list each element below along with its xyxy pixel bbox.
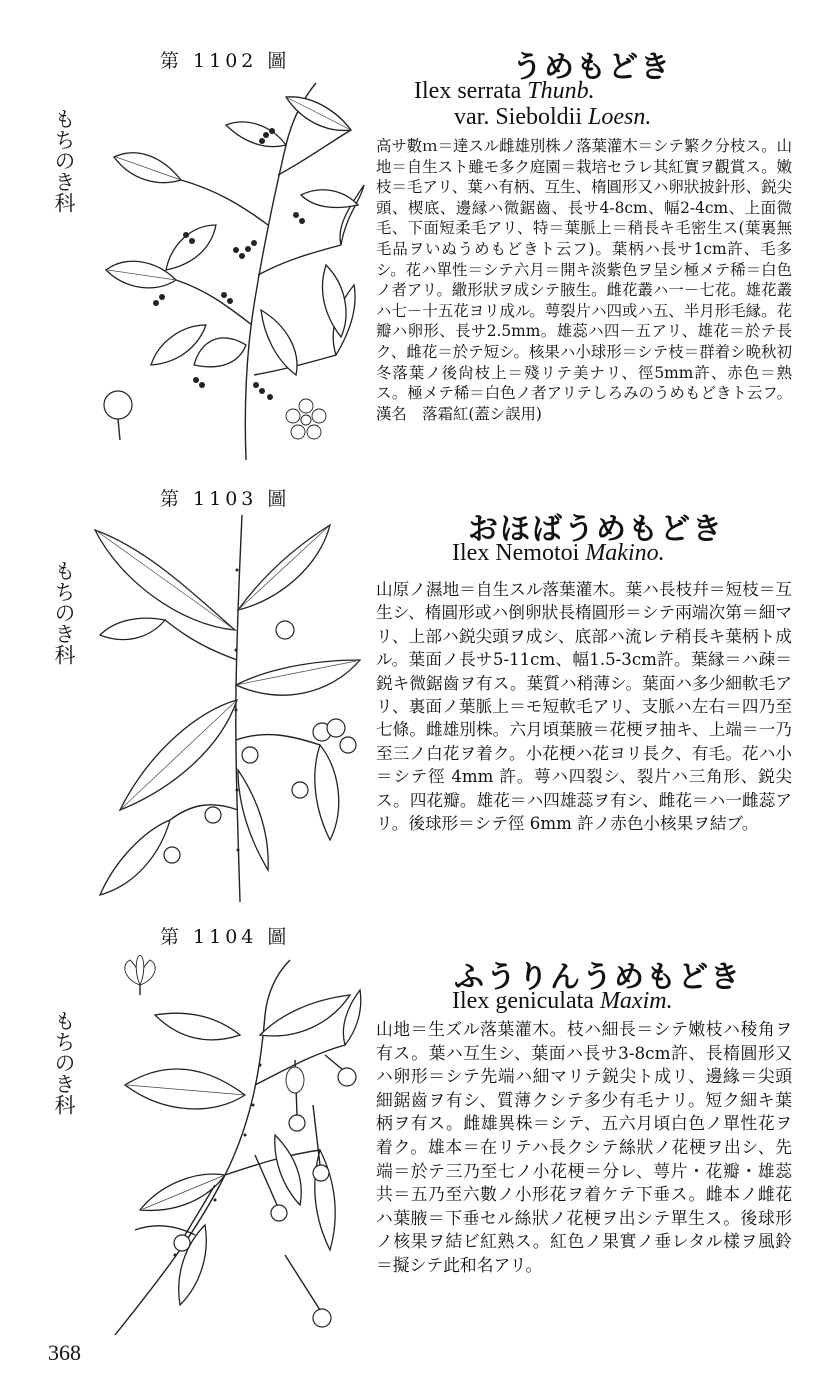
illustration-ilex-nemotoi: [90, 510, 365, 905]
description: 山原ノ濕地＝自生スル落葉灌木。葉ハ長枝幷＝短枝＝互生シ、楕圓形或ハ倒卵狀長楕圓形＝シテ兩端次第＝細マリ、上部ハ鋭尖頭ヲ成シ、底部ハ流レテ稍長キ葉柄ト成ル。葉面ノ長サ5-11cm、幅1.5-3cm許。葉縁＝ハ疎＝鋭キ微鋸齒ヲ有ス。葉質ハ稍薄シ。葉面ハ多少細軟毛アリ、裏面ノ葉脈上＝モ短軟毛アリ、支脈ハ左右＝四乃至七條。雌雄別株。六月頃葉腋＝花梗ヲ抽キ、上端＝一乃至三ノ白花ヲ着ク。小花梗ハ花ヨリ長ク、有毛。花ハ小＝シテ徑 4mm 許。萼ハ四裂シ、裂片ハ三角形、鋭尖ス。四花瓣。雄花＝ハ四雄蕊ヲ有シ、雌花＝ハ一雌蕊アリ。後球形＝シテ徑 6mm 許ノ赤色小核果ヲ結ブ。: [376, 580, 792, 834]
family-label: もちのき科: [52, 560, 76, 665]
figure-label: 第 1102 圖: [160, 50, 291, 72]
page-number: 368: [48, 1340, 81, 1365]
scientific-name-line-1: [452, 540, 665, 567]
scientific-name-line-1: [414, 78, 595, 105]
scientific-name: Ilex geniculata: [452, 988, 600, 1014]
description: 高サ數ｍ＝達スル雌雄別株ノ落葉灌木＝シテ繁ク分枝ス。山地＝自生スト雖モ多ク庭園＝栽培セラレ其紅實ヲ觀賞ス。嫩枝＝毛アリ、葉ハ有柄、互生、楕圓形又ハ卵狀披針形、鋭尖頭、楔底、邊縁ハ微鋸齒、長サ4-8cm、幅2-4cm、上面微毛、下面短柔毛アリ、特＝葉脈上＝稍長キ毛密生ス(葉裏無毛品ヲいぬうめもどきト云フ)。葉柄ハ長サ1cm許、毛多シ。花ハ單性＝シテ六月＝開キ淡紫色ヲ呈シ極メテ稀＝白色ノ者アリ。繖形狀ヲ成シテ腋生。雌花叢ハ一－七花。雄花叢ハ七－十五花ヨリ成ル。萼裂片ハ四或ハ五、半月形毛縁。花瓣ハ卵形、長サ2.5mm。雄蕊ハ四－五アリ、雄花＝於テ長ク、雌花＝於テ短シ。核果ハ小球形＝シテ枝＝群着シ晩秋初冬落葉ノ後尙枝上＝殘リテ美ナリ、徑5mm許、赤色＝熟ス。極メテ稀＝白色ノ者アリテしろみのうめもどきト云フ。漢名 落霜紅(蓋シ誤用): [376, 137, 793, 423]
family-label: もちのき科: [52, 108, 76, 213]
japanese-name: おほばうめもどき: [468, 512, 724, 547]
family-label: もちのき科: [52, 1010, 76, 1115]
description: 山地＝生ズル落葉灌木。枝ハ細長＝シテ嫩枝ハ稜角ヲ有ス。葉ハ互生シ、葉面ハ長サ3-8cm許、長楕圓形又ハ卵形＝シテ先端ハ細マリテ鋭尖ト成リ、邊緣＝尖頭細鋸齒ヲ有シ、質薄クシテ多少有毛ナリ。短ク細キ葉柄ヲ有ス。雌雄異株＝シテ、五六月頃白色ノ單性花ヲ着ク。雄本＝在リテハ長クシテ絲狀ノ花梗ヲ出シ、先端＝於テ三乃至七ノ小花梗＝分レ、萼片・花瓣・雄蕊共＝五乃至六數ノ小形花ヲ着ケテ下垂ス。雌本ノ雌花ハ葉腋＝下垂セル絲狀ノ花梗ヲ出シテ單生ス。後球形ノ核果ヲ結ビ紅熟ス。紅色ノ果實ノ垂レタル樣ヲ風鈴＝擬シテ此和名アリ。: [376, 1019, 792, 1275]
scientific-name-line-2: [454, 104, 651, 131]
figure-label: 第 1103 圖: [160, 488, 291, 510]
figure-label: 第 1104 圖: [160, 926, 291, 948]
variety-author: Loesn.: [588, 104, 652, 130]
scientific-author: Maxim.: [599, 988, 673, 1014]
variety-name: var. Sieboldii: [454, 104, 588, 130]
scientific-name-line-1: [452, 988, 673, 1015]
scientific-author: Makino.: [585, 540, 665, 566]
japanese-name: ふうりんうめもどき: [454, 960, 742, 995]
illustration-ilex-geniculata: [95, 955, 365, 1340]
illustration-ilex-serrata: [96, 75, 366, 465]
japanese-name: うめもどき: [512, 50, 672, 85]
scientific-name: Ilex Nemotoi: [452, 540, 586, 566]
scientific-name: Ilex serrata: [414, 78, 528, 104]
scientific-author: Thunb.: [527, 78, 595, 104]
